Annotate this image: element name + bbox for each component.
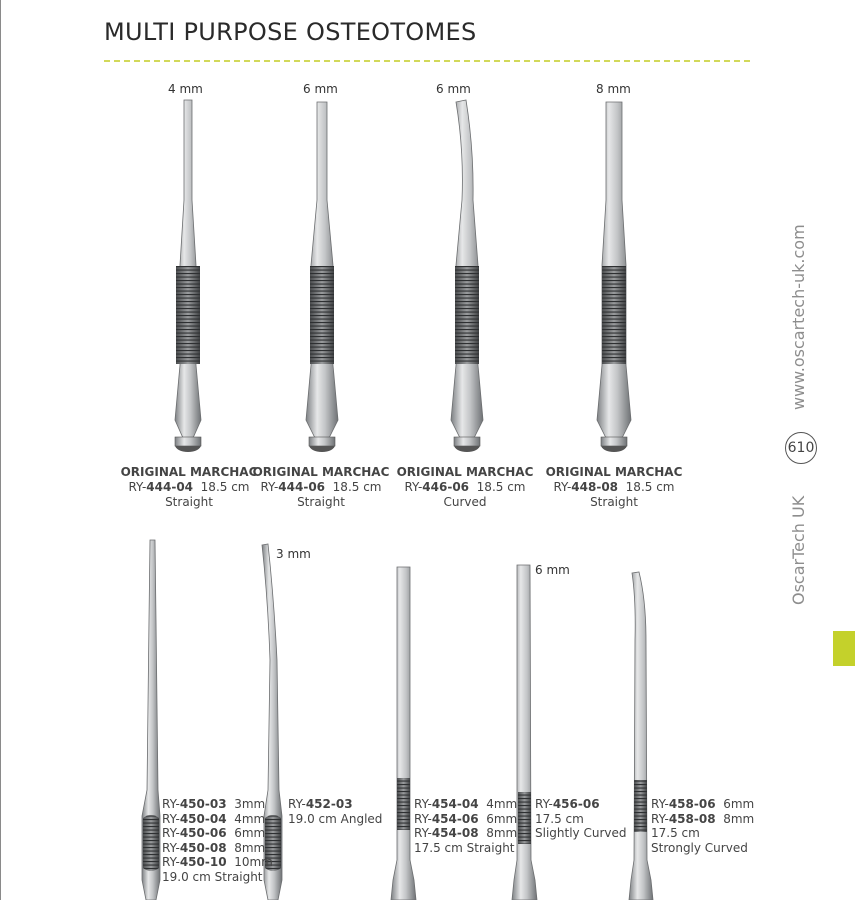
size-label: 6 mm bbox=[436, 82, 471, 96]
product-list-454: RY-454-04 4mm RY-454-06 6mm RY-454-08 8mm 17.5 cm Straight bbox=[414, 797, 518, 855]
product-list-458: RY-458-06 6mm RY-458-08 8mm 17.5 cm Strongly Curved bbox=[651, 797, 755, 855]
code-prefix: RY- bbox=[553, 480, 572, 494]
product-list-450: RY-450-03 3mm RY-450-04 4mm RY-450-06 6mm RY-450-08 8mm RY-450-10 10mm 19.0 cm Straight bbox=[162, 797, 273, 884]
code-prefix: RY- bbox=[404, 480, 423, 494]
product-name: ORIGINAL MARCHAC bbox=[252, 465, 390, 479]
osteotome-ry-446-06 bbox=[451, 100, 483, 452]
product-footer: 19.0 cm Angled bbox=[288, 811, 383, 826]
product-list-456: RY-456-06 17.5 cm Slightly Curved bbox=[535, 797, 627, 841]
size-label: 8 mm bbox=[596, 82, 631, 96]
size-label: 4 mm bbox=[168, 82, 203, 96]
code-prefix: RY- bbox=[128, 480, 147, 494]
product-length: 18.5 cm bbox=[476, 480, 526, 494]
osteotome-ry-458 bbox=[629, 572, 653, 900]
product-caption bbox=[385, 465, 545, 510]
product-code: 444-04 bbox=[146, 480, 194, 494]
osteotome-ry-444-04 bbox=[175, 100, 201, 452]
product-caption bbox=[534, 465, 694, 510]
product-length: 18.5 cm bbox=[332, 480, 382, 494]
product-code: 446-06 bbox=[422, 480, 470, 494]
product-shape: Straight bbox=[165, 495, 213, 509]
product-list-452: RY-452-03 19.0 cm Angled bbox=[288, 797, 383, 826]
size-label: 6 mm bbox=[303, 82, 338, 96]
website-text: www.oscartech-uk.com bbox=[789, 224, 808, 410]
product-length: 18.5 cm bbox=[625, 480, 675, 494]
product-shape: Straight bbox=[297, 495, 345, 509]
product-name: ORIGINAL MARCHAC bbox=[396, 465, 534, 479]
product-name: ORIGINAL MARCHAC bbox=[120, 465, 258, 479]
page-title: MULTI PURPOSE OSTEOTOMES bbox=[104, 18, 477, 46]
product-shape: Straight bbox=[590, 495, 638, 509]
product-caption bbox=[241, 465, 401, 510]
brand-text: OscarTech UK bbox=[789, 495, 808, 605]
size-label: 3 mm bbox=[276, 547, 311, 561]
osteotome-ry-454 bbox=[391, 567, 416, 900]
section-tab bbox=[833, 631, 855, 666]
product-name: ORIGINAL MARCHAC bbox=[545, 465, 683, 479]
osteotome-ry-444-06 bbox=[306, 102, 338, 452]
product-code: 448-08 bbox=[571, 480, 619, 494]
osteotome-ry-450 bbox=[142, 540, 160, 900]
osteotome-ry-448-08 bbox=[597, 102, 631, 452]
product-length: 18.5 cm bbox=[200, 480, 250, 494]
product-footer: 17.5 cm Straight bbox=[414, 840, 515, 855]
product-code: 444-06 bbox=[278, 480, 326, 494]
page-number: 610 bbox=[785, 432, 817, 464]
product-shape: Curved bbox=[443, 495, 487, 509]
code-prefix: RY- bbox=[260, 480, 279, 494]
size-label: 6 mm bbox=[535, 563, 570, 577]
product-footer: 19.0 cm Straight bbox=[162, 869, 263, 884]
